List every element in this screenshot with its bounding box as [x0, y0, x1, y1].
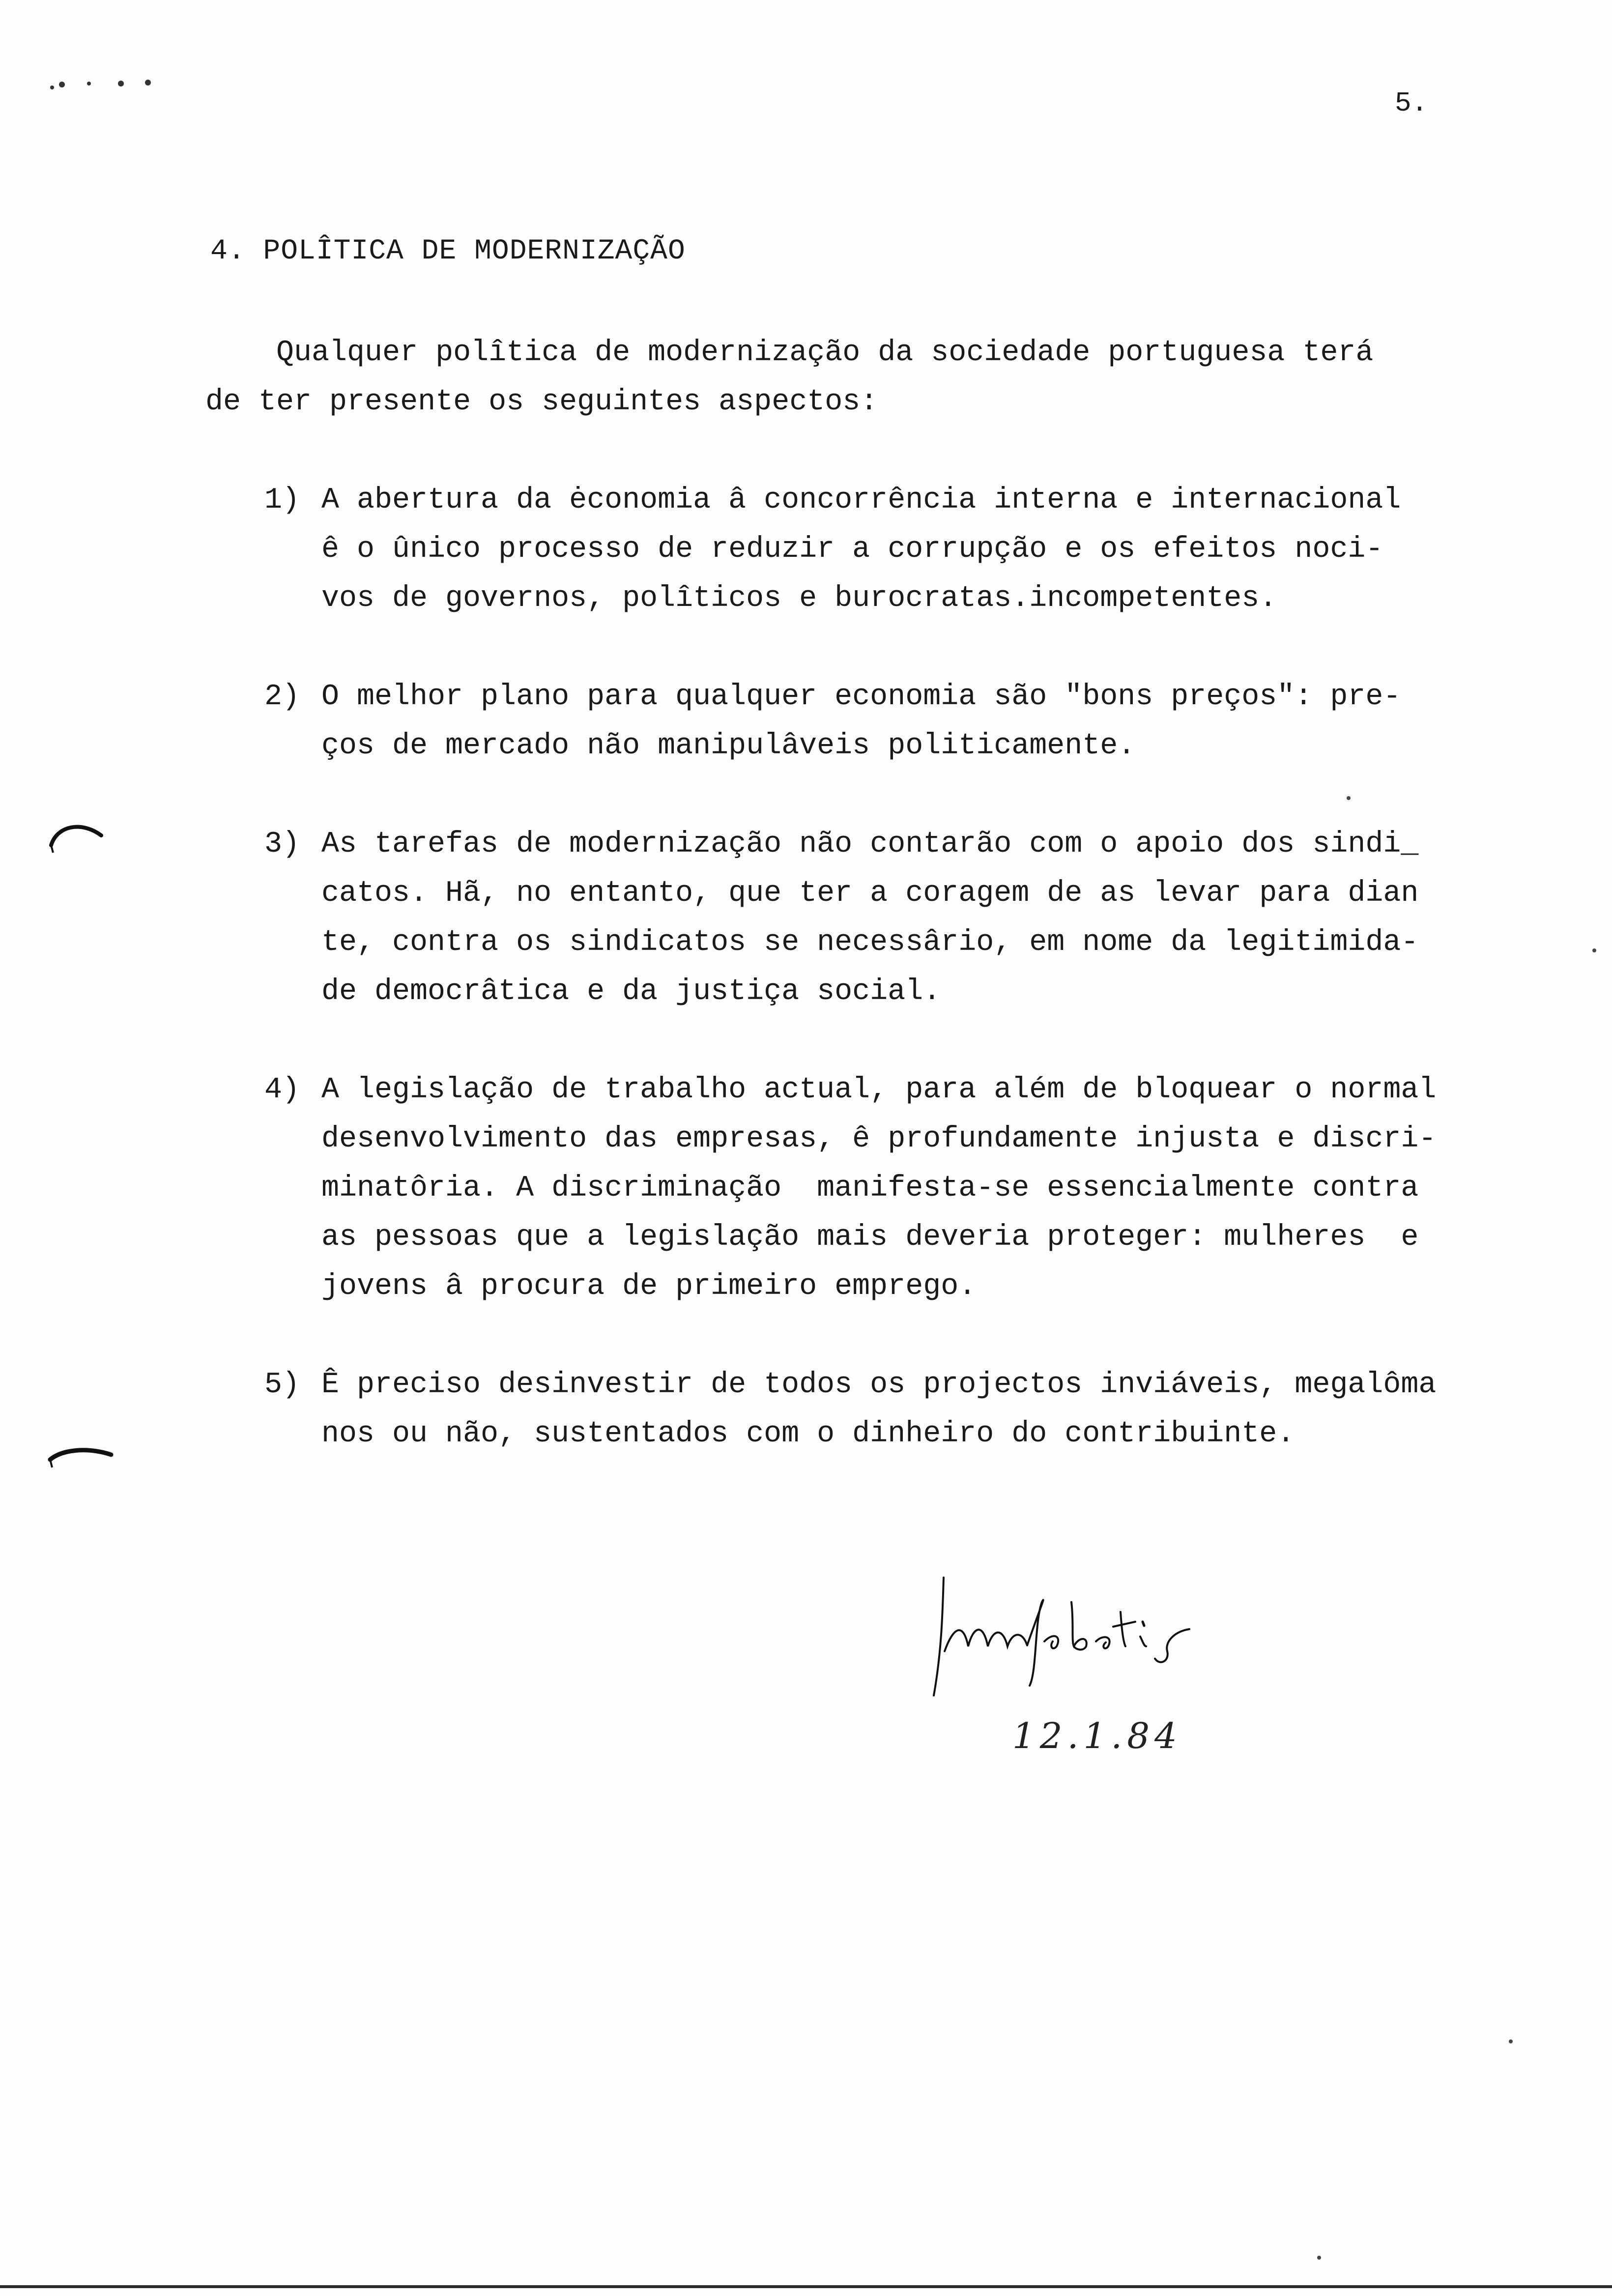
scan-speck [1347, 796, 1351, 800]
list-item-line: minatôria. A discriminação manifesta-se essencialmente contra [321, 1172, 1419, 1205]
signature-scribble-icon [924, 1573, 1238, 1700]
list-item-line: ê o ûnico processo de reduzir a corrupção e os efeitos noci- [321, 533, 1383, 566]
list-item-number: 3) [264, 828, 300, 861]
list-item-3 [264, 820, 1591, 1016]
scan-speck [1317, 2256, 1321, 2260]
intro-line: Qualquer polîtica de modernização da sociedade portuguesa terá [205, 336, 1374, 370]
list-item-line: jovens â procura de primeiro emprego. [321, 1270, 977, 1303]
scan-speck [1592, 948, 1596, 952]
list-item-line: Ê preciso desinvestir de todos os projectos inviáveis, megalôma [321, 1368, 1437, 1402]
scan-speck [1509, 2039, 1513, 2043]
list-item-line: de democrâtica e da justiça social. [321, 975, 941, 1008]
list-item-line: catos. Hã, no entanto, que ter a coragem de as levar para dian [321, 877, 1419, 910]
list-item-line: desenvolvimento das empresas, ê profundamente injusta e discri- [321, 1122, 1437, 1156]
punch-hole-mark-upper [47, 816, 106, 858]
list-item-5 [264, 1360, 1591, 1459]
list-item-2 [264, 672, 1591, 771]
page-number: 5. [1395, 87, 1428, 119]
list-item-line: nos ou não, sustentados com o dinheiro do contribuinte. [321, 1417, 1295, 1451]
punch-hole-icon [47, 1440, 116, 1474]
list-item-number: 4) [264, 1073, 300, 1107]
scan-specks-icon [47, 74, 165, 93]
list-item-4 [264, 1065, 1591, 1311]
list-item-line: A abertura da ėconomia â concorrência interna e internacional [321, 484, 1401, 517]
list-item-line: As tarefas de modernização não contarão com o apoio dos sindi_ [321, 828, 1419, 861]
punch-hole-mark-lower [47, 1440, 116, 1477]
intro-line: de ter presente os seguintes aspectos: [205, 385, 878, 419]
scan-mark-top-left [47, 74, 165, 96]
list-item-number: 5) [264, 1368, 300, 1402]
list-item-line: te, contra os sindicatos se necessârio, em nome da legitimida- [321, 926, 1419, 959]
handwritten-signature [924, 1573, 1238, 1700]
intro-paragraph [205, 328, 1503, 427]
list-item-number: 2) [264, 680, 300, 714]
list-item-number: 1) [264, 484, 300, 517]
list-item-line: as pessoas que a legislação mais deveria proteger: mulheres e [321, 1221, 1419, 1254]
signature-date: 12.1.84 [1012, 1715, 1182, 1756]
list-item-line: ços de mercado não manipulâveis politicamente. [321, 729, 1136, 763]
punch-hole-icon [47, 816, 106, 855]
list-item-line: vos de governos, polîticos e burocratas.incompetentes. [321, 582, 1277, 615]
page-bottom-edge [0, 2285, 1612, 2288]
list-item-line: A legislação de trabalho actual, para além de bloquear o normal [321, 1073, 1437, 1107]
list-item-line: O melhor plano para qualquer economia são "bons preços": pre- [321, 680, 1401, 714]
section-heading: 4. POLÎTICA DE MODERNIZAÇÃO [210, 235, 686, 267]
list-item-1 [264, 476, 1591, 623]
